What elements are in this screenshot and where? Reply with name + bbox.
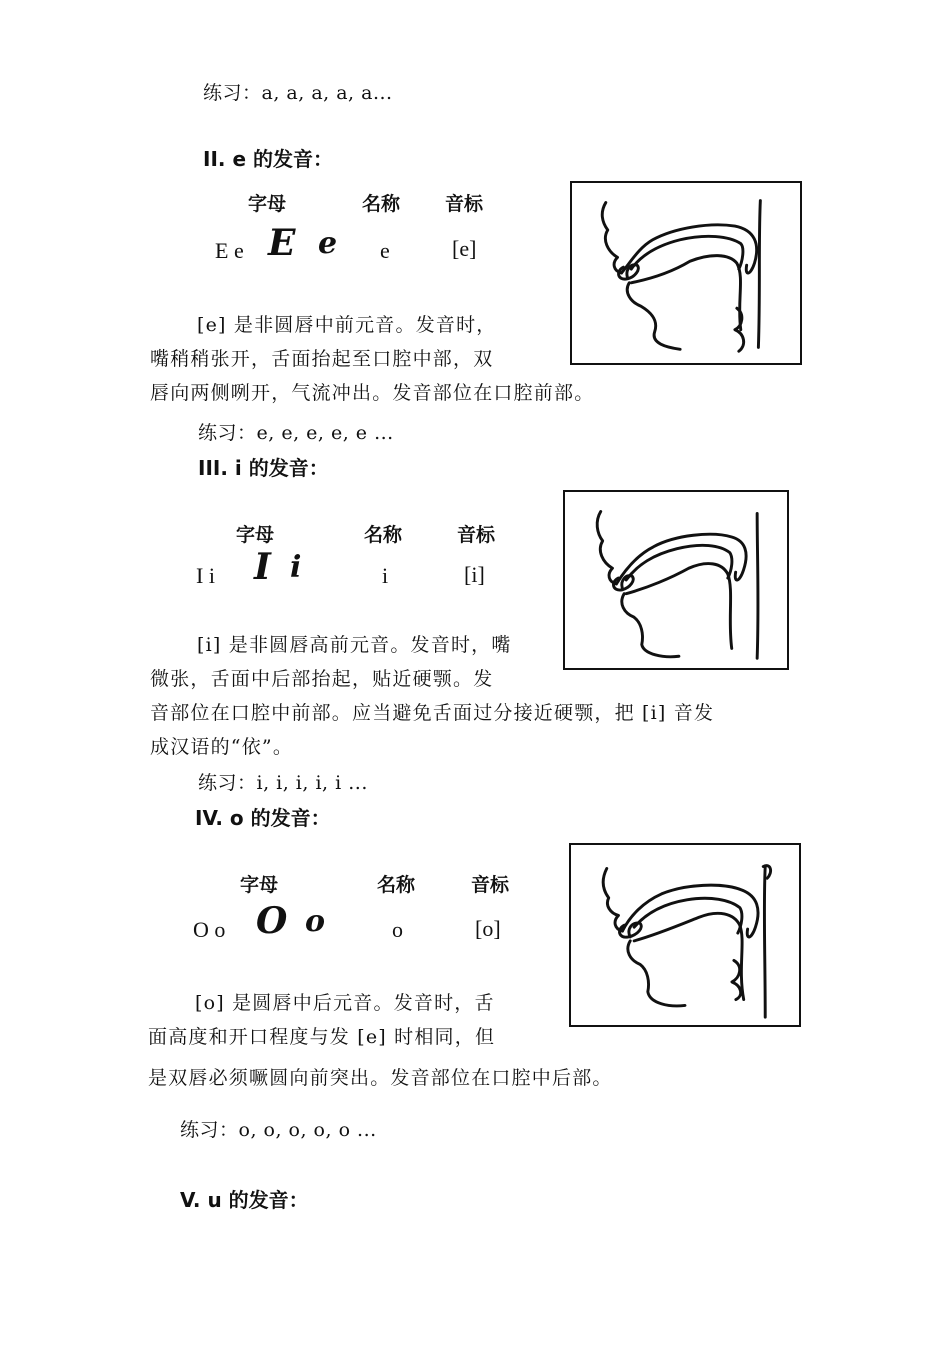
section-e-script-lower: e <box>318 226 338 261</box>
section-o-desc-line3: 是双唇必须噘圆向前突出。发音部位在口腔中后部。 <box>148 1067 613 1089</box>
section-i-print-letters: I i <box>196 563 215 588</box>
section-i-name: i <box>382 563 389 588</box>
section-i-col-phonetic: 音标 <box>457 524 496 546</box>
section-u-heading: V. u 的发音： <box>180 1188 309 1212</box>
section-o-desc-line1: [o] 是圆唇中后元音。发音时，舌 <box>195 992 495 1014</box>
section-o-name: o <box>392 917 403 942</box>
mouth-diagram-e <box>570 181 802 365</box>
section-e-desc-line3: 唇向两侧咧开，气流冲出。发音部位在口腔前部。 <box>150 382 595 404</box>
section-e-col-letter: 字母 <box>248 193 287 215</box>
section-o-print-letters: O o <box>193 917 226 942</box>
section-e-phonetic: [e] <box>452 236 477 261</box>
section-o-col-name: 名称 <box>377 874 416 896</box>
section-i-col-name: 名称 <box>364 524 403 546</box>
section-o-script-upper: O <box>256 900 288 942</box>
section-o-script-lower: o <box>305 904 326 939</box>
section-e-desc-line2: 嘴稍稍张开，舌面抬起至口腔中部，双 <box>150 348 494 370</box>
mouth-diagram-i <box>563 490 789 670</box>
section-i-script-upper: I <box>254 546 271 588</box>
practice-e: 练习：e, e, e, e, e ... <box>198 422 394 444</box>
section-o-col-letter: 字母 <box>240 874 279 896</box>
practice-a: 练习：a, a, a, a, a... <box>203 82 393 104</box>
section-o-phonetic: [o] <box>475 916 501 941</box>
section-e-col-phonetic: 音标 <box>445 193 484 215</box>
section-i-col-letter: 字母 <box>236 524 275 546</box>
section-i-desc-line1: [i] 是非圆唇高前元音。发音时，嘴 <box>197 634 512 656</box>
section-o-heading: IV. o 的发音： <box>195 806 331 830</box>
section-e-heading: II. e 的发音： <box>203 147 333 171</box>
section-o-col-phonetic: 音标 <box>471 874 510 896</box>
practice-o: 练习：o, o, o, o, o ... <box>180 1119 377 1141</box>
section-e-print-letters: E e <box>215 238 244 263</box>
section-e-script-upper: E <box>268 222 296 264</box>
section-o-desc-line2: 面高度和开口程度与发 [e] 时相同，但 <box>148 1026 496 1048</box>
section-e-col-name: 名称 <box>362 193 401 215</box>
section-e-desc-line1: [e] 是非圆唇中前元音。发音时， <box>197 314 497 336</box>
mouth-diagram-o <box>569 843 801 1027</box>
section-i-heading: III. i 的发音： <box>198 456 329 480</box>
section-i-desc-line4: 成汉语的“依”。 <box>150 736 294 758</box>
section-e-name: e <box>380 238 390 263</box>
practice-i: 练习：i, i, i, i, i ... <box>198 772 368 794</box>
section-i-script-lower: i <box>290 550 302 585</box>
section-i-desc-line2: 微张，舌面中后部抬起，贴近硬颚。发 <box>150 668 494 690</box>
section-i-desc-line3: 音部位在口腔中前部。应当避免舌面过分接近硬颚，把 [i] 音发 <box>150 702 715 724</box>
section-i-phonetic: [i] <box>464 562 485 587</box>
